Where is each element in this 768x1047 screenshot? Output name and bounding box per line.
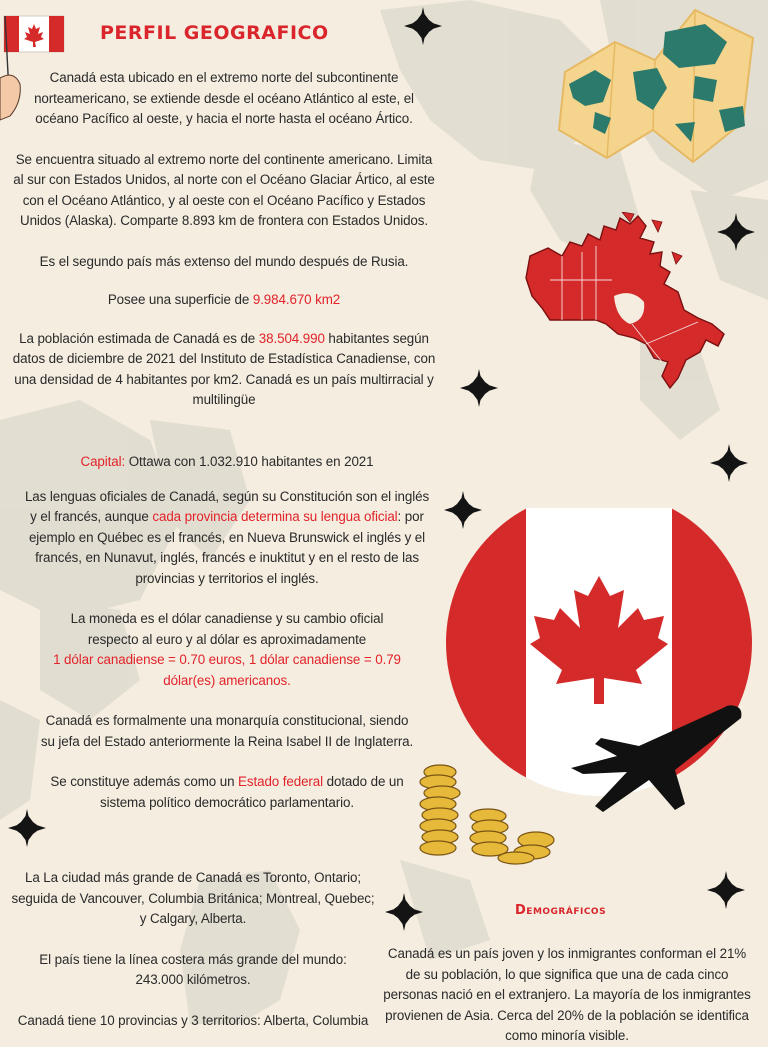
geo-paragraph-size-rank: Es el segundo país más extenso del mundo después de Rusia. [39, 253, 409, 269]
federal-intro: Se constituye además como un [50, 774, 239, 789]
monarchy-paragraph: Canadá es formalmente una monarquía constitucional, siendo su jefa del Estado anteriormente la Reina Isabel II de Inglaterra. [40, 713, 414, 749]
airplane-icon [565, 700, 745, 825]
capital-value: Ottawa con 1.032.910 habitantes en 2021 [125, 454, 374, 469]
coins-icon [412, 760, 562, 865]
star-icon [709, 443, 749, 483]
geo-text-block [12, 68, 436, 411]
population-value: 38.504.990 [258, 330, 325, 346]
page-title: PERFIL GEOGRAFICO [100, 22, 329, 44]
canada-map-icon [522, 212, 727, 390]
star-icon [459, 368, 499, 408]
capital-line [22, 452, 432, 473]
federal-paragraph [22, 772, 432, 813]
currency-paragraph: La moneda es el dólar canadiense y su cambio oficial respecto al euro y al dólar es aproximadamente [70, 611, 384, 647]
population-detail: habitantes según datos de diciembre de 2021 del Instituto de Estadística Canadiense, con una densidad de 4 habitantes por km2. Canadá es un país multirracial y multilingüe [12, 330, 436, 407]
star-icon [706, 870, 746, 910]
world-map-icon [555, 2, 755, 172]
currency-rate: 1 dólar canadiense = 0.70 euros, 1 dólar canadiense = 0.79 dólar(es) americanos. [53, 652, 401, 688]
area-value: 9.984.670 km2 [252, 292, 341, 307]
languages-paragraph [22, 487, 432, 590]
star-icon [403, 6, 443, 46]
federal-highlight: Estado federal [238, 774, 323, 789]
cities-paragraph: La La ciudad más grande de Canadá es Toronto, Ontario; seguida de Vancouver, Columbia Británica; Montreal, Quebec; y Calgary, Alberta. [11, 870, 375, 926]
star-icon [7, 808, 47, 848]
languages-highlight: cada provincia determina su lengua oficial [152, 509, 398, 524]
demographics-title: Demográficos [515, 903, 607, 918]
geo-paragraph-area [12, 290, 436, 311]
cities-text-block [8, 868, 378, 1031]
provinces-paragraph: Canadá tiene 10 provincias y 3 territorios: Alberta, Columbia [17, 1012, 369, 1028]
star-icon [443, 490, 483, 530]
star-icon [384, 892, 424, 932]
coastline-paragraph: El país tiene la línea costera más grande del mundo: 243.000 kilómetros. [39, 951, 347, 987]
federal-detail: dotado de un sistema político democrático parlamentario. [100, 774, 404, 810]
population-intro: La población estimada de Canadá es de [19, 330, 259, 346]
geo-paragraph-population [12, 329, 436, 411]
geo-paragraph-borders: Se encuentra situado al extremo norte del continente americano. Limita al sur con Estados Unidos, al norte con el Océano Glaciar Ártico, al este con el Océano Atlántico, y al oeste con el Océano Pacífico y Estados Unidos (Alaska). Comparte 8.893 km de frontera con Estados Unidos. [13, 151, 435, 228]
geo-paragraph-location: Canadá esta ubicado en el extremo norte del subcontinente norteamericano, se extiende desde el océano Atlántico al este, el océano Pacífico al oeste, y hacia el norte hasta el océano Ártico. [34, 70, 414, 126]
star-icon [716, 212, 756, 252]
languages-intro: Las lenguas oficiales de Canadá, según su Constitución son el inglés y el francés, aunque [24, 488, 430, 524]
area-label: Posee una superficie de [107, 292, 253, 307]
demographics-paragraph: Canadá es un país joven y los inmigrantes conforman el 21% de su población, lo que significa que una de cada cinco personas nació en el extranjero. La mayoría de los inmigrantes provienen de Asia. Cerca del 20% de la población se identifica como minoría visible. [383, 946, 751, 1043]
info-text-block [22, 452, 432, 813]
languages-detail: : por ejemplo en Québec es el francés, en Nueva Brunswick el inglés y el francés, en Nunavut, inglés, francés e inuktitut y en el resto de las provincias y territorios el inglés. [28, 509, 426, 586]
capital-label: Capital: [80, 454, 126, 469]
